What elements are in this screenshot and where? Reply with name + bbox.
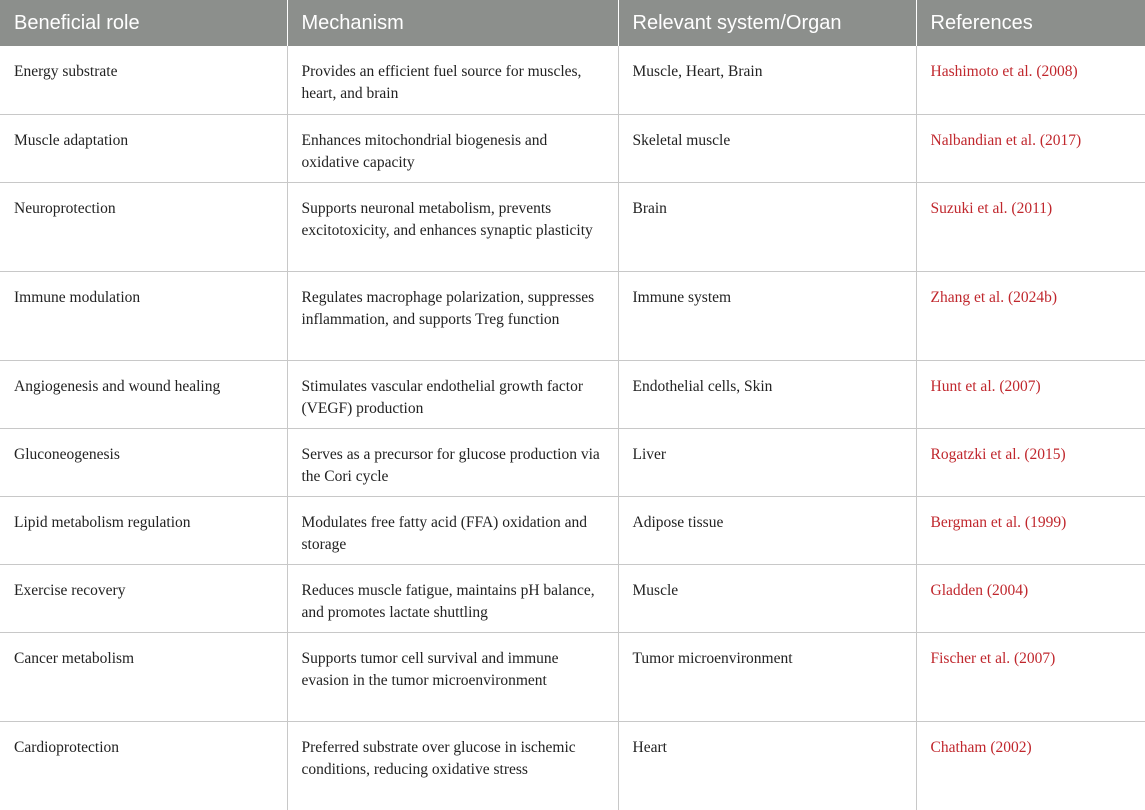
system-cell: Heart — [618, 721, 916, 810]
reference-link[interactable]: Hashimoto et al. (2008) — [916, 46, 1145, 114]
table-row — [0, 46, 1145, 114]
role-cell: Energy substrate — [0, 46, 287, 114]
role-cell: Cancer metabolism — [0, 632, 287, 721]
mechanism-cell: Reduces muscle fatigue, maintains pH balance, and promotes lactate shuttling — [287, 564, 618, 632]
mechanism-cell: Modulates free fatty acid (FFA) oxidation and storage — [287, 496, 618, 564]
header-mechanism: Mechanism — [287, 0, 618, 46]
system-cell: Tumor microenvironment — [618, 632, 916, 721]
reference-link[interactable]: Bergman et al. (1999) — [916, 496, 1145, 564]
mechanism-cell: Serves as a precursor for glucose production via the Cori cycle — [287, 428, 618, 496]
header-relevant-system: Relevant system/Organ — [618, 0, 916, 46]
role-cell: Angiogenesis and wound healing — [0, 360, 287, 428]
role-cell: Lipid metabolism regulation — [0, 496, 287, 564]
mechanism-cell: Regulates macrophage polarization, suppresses inflammation, and supports Treg function — [287, 271, 618, 360]
mechanism-cell: Supports neuronal metabolism, prevents excitotoxicity, and enhances synaptic plasticity — [287, 182, 618, 271]
system-cell: Immune system — [618, 271, 916, 360]
role-cell: Neuroprotection — [0, 182, 287, 271]
table-body — [0, 46, 1145, 810]
header-row — [0, 0, 1145, 46]
system-cell: Liver — [618, 428, 916, 496]
table-row — [0, 360, 1145, 428]
mechanism-cell: Stimulates vascular endothelial growth factor (VEGF) production — [287, 360, 618, 428]
reference-link[interactable]: Hunt et al. (2007) — [916, 360, 1145, 428]
mechanism-cell: Enhances mitochondrial biogenesis and oxidative capacity — [287, 114, 618, 182]
system-cell: Skeletal muscle — [618, 114, 916, 182]
reference-link[interactable]: Suzuki et al. (2011) — [916, 182, 1145, 271]
role-cell: Gluconeogenesis — [0, 428, 287, 496]
role-cell: Muscle adaptation — [0, 114, 287, 182]
reference-link[interactable]: Zhang et al. (2024b) — [916, 271, 1145, 360]
table-row — [0, 632, 1145, 721]
reference-link[interactable]: Rogatzki et al. (2015) — [916, 428, 1145, 496]
system-cell: Muscle — [618, 564, 916, 632]
system-cell: Brain — [618, 182, 916, 271]
system-cell: Adipose tissue — [618, 496, 916, 564]
mechanism-cell: Supports tumor cell survival and immune evasion in the tumor microenvironment — [287, 632, 618, 721]
table-row — [0, 271, 1145, 360]
table-row — [0, 496, 1145, 564]
table-row — [0, 114, 1145, 182]
mechanism-cell: Provides an efficient fuel source for muscles, heart, and brain — [287, 46, 618, 114]
table-row — [0, 721, 1145, 810]
table-row — [0, 564, 1145, 632]
table-row — [0, 428, 1145, 496]
reference-link[interactable]: Nalbandian et al. (2017) — [916, 114, 1145, 182]
header-beneficial-role: Beneficial role — [14, 11, 140, 34]
table-header — [0, 0, 1145, 46]
reference-link[interactable]: Chatham (2002) — [916, 721, 1145, 810]
mechanism-cell: Preferred substrate over glucose in ischemic conditions, reducing oxidative stress — [287, 721, 618, 810]
role-cell: Immune modulation — [0, 271, 287, 360]
reference-link[interactable]: Fischer et al. (2007) — [916, 632, 1145, 721]
reference-link[interactable]: Gladden (2004) — [916, 564, 1145, 632]
table-row — [0, 182, 1145, 271]
system-cell: Muscle, Heart, Brain — [618, 46, 916, 114]
system-cell: Endothelial cells, Skin — [618, 360, 916, 428]
role-cell: Exercise recovery — [0, 564, 287, 632]
role-cell: Cardioprotection — [14, 738, 120, 756]
header-references: References — [916, 0, 1145, 46]
